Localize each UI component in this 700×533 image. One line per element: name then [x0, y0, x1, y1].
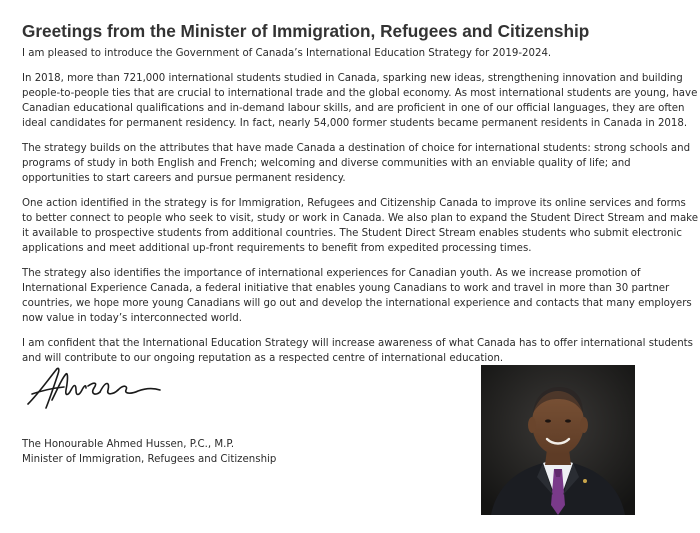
handwritten-signature [24, 360, 164, 416]
signature-block [22, 437, 276, 467]
signatory-name: The Honourable Ahmed Hussen, P.C., M.P. [22, 439, 235, 450]
paragraph-closing: I am confident that the International Education Strategy will increase awareness of what Canada has to offer international students and will contribute to our ongoing reputation as a respected centre of international education. [22, 338, 693, 364]
letter-body [22, 46, 698, 376]
signatory-role: Minister of Immigration, Refugees and Citizenship [22, 454, 277, 465]
paragraph-canadian-youth: The strategy also identifies the importance of international experiences for Canadian youth. As we increase promotion of International Experience Canada, a federal initiative that enables young Canadians to work and travel in more than 30 partner countries, we hope more young Canadians will go out and develop the international experience and contacts that many employers now value in today’s interconnected world. [22, 268, 692, 324]
minister-portrait-photo [481, 365, 635, 515]
paragraph-online-services: One action identified in the strategy is for Immigration, Refugees and Citizenship Canada to improve its online services and forms to better connect to people who seek to visit, study or work in Canada. We also plan to expand the Student Direct Stream and make it available to prospective students from additional countries. The Student Direct Stream enables students who submit electronic applications and meet additional up-front requirements to benefit from expedited processing times. [22, 198, 698, 254]
paragraph-strategy-attributes: The strategy builds on the attributes that have made Canada a destination of choice for international students: strong schools and programs of study in both English and French; welcoming and diverse communities with an enviable quality of life; and opportunities to start careers and pursue permanent residency. [22, 143, 691, 184]
page-title: Greetings from the Minister of Immigration, Refugees and Citizenship [22, 21, 590, 41]
paragraph-students-2018: In 2018, more than 721,000 international students studied in Canada, sparking new ideas, strengthening innovation and building people-to-people ties that are crucial to international trade and the global economy. As most international students are young, have Canadian educational qualifications and in-demand labour skills, and are proficient in one of our official languages, they are often ideal candidates for permanent residency. In fact, nearly 54,000 former students became permanent residents in Canada in 2018. [22, 73, 698, 129]
paragraph-intro: I am pleased to introduce the Government of Canada’s International Education Strategy for 2019-2024. [22, 48, 552, 59]
